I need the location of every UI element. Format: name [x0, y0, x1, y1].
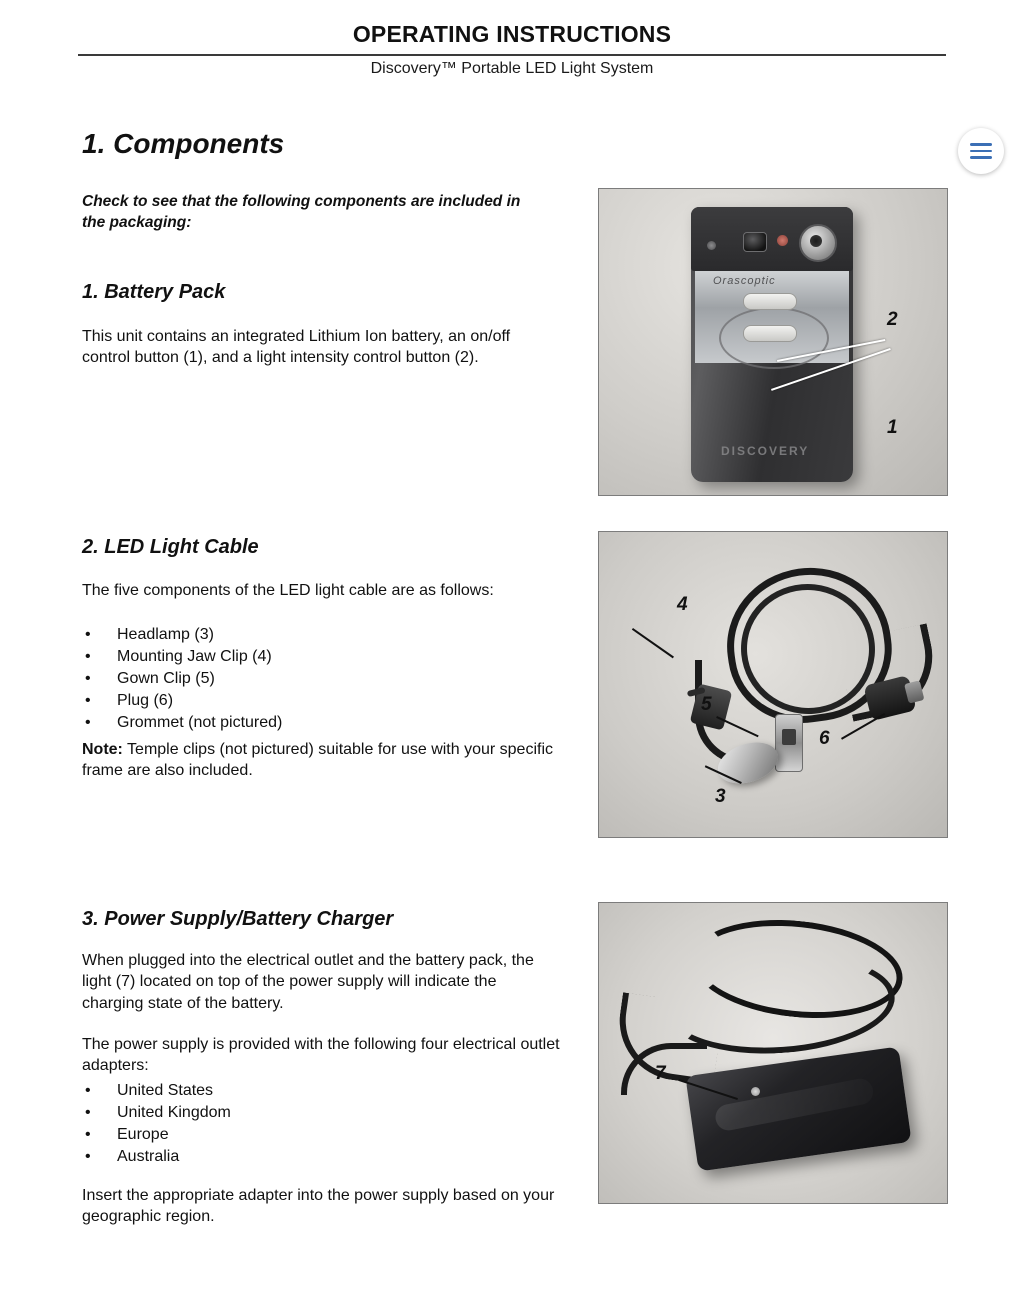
section-heading-components: 1. Components: [82, 128, 285, 159]
document-subtitle: Discovery™ Portable LED Light System: [370, 60, 654, 77]
subsection-heading-battery-pack: 1. Battery Pack: [82, 281, 226, 303]
note-label: Note:: [82, 741, 123, 758]
subsection-heading-led-light-cable: 2. LED Light Cable: [82, 536, 259, 558]
callout-5: 5: [701, 694, 712, 715]
header-divider: [78, 54, 946, 56]
power-supply-photo: [598, 902, 948, 1204]
list-item: • Grommet (not pictured): [85, 713, 283, 731]
callout-3: 3: [715, 786, 726, 807]
adapter-bullet-list: [82, 1080, 552, 1168]
callout-6: 6: [819, 728, 830, 749]
note-text: Temple clips (not pictured) suitable for use with your specific frame are also included.: [82, 741, 554, 780]
battery-pack-device: [691, 207, 853, 482]
cable-jack: [799, 224, 837, 262]
list-item: • Australia: [85, 1147, 180, 1165]
charge-port: [743, 232, 767, 252]
list-item: • Plug (6): [85, 691, 174, 709]
led-cable-note: [82, 739, 560, 782]
charging-indicator-light: [751, 1087, 760, 1096]
callout-4: 4: [677, 594, 688, 615]
document-header: [78, 22, 946, 47]
gown-clip: [775, 714, 803, 772]
power-supply-body-2: The power supply is provided with the following four electrical outlet adapters:: [82, 1036, 560, 1075]
callout-1: 1: [887, 417, 898, 438]
device-brand-footer: DISCOVERY: [721, 444, 810, 458]
page-title: OPERATING INSTRUCTIONS: [352, 21, 672, 47]
power-button: [743, 325, 797, 342]
list-item: • United Kingdom: [85, 1103, 231, 1121]
battery-pack-photo: [598, 188, 948, 496]
led-cable-body: The five components of the LED light cable are as follows:: [82, 582, 494, 599]
battery-pack-body: This unit contains an integrated Lithium Ion battery, an on/off control button (1), and a light intensity control button (2).: [82, 328, 511, 367]
list-item: • Gown Clip (5): [85, 669, 215, 687]
list-item: • Europe: [85, 1125, 169, 1143]
callout-2: 2: [887, 309, 898, 330]
list-item: • Mounting Jaw Clip (4): [85, 647, 272, 665]
device-brand-mark: Orascoptic: [713, 275, 776, 287]
hamburger-bars: [970, 139, 992, 163]
callout-7: 7: [655, 1063, 666, 1084]
components-lead-text: Check to see that the following components are included in the packaging:: [82, 193, 521, 231]
subsection-heading-power-supply: 3. Power Supply/Battery Charger: [82, 908, 394, 930]
led-cable-bullet-list: [82, 624, 552, 734]
hamburger-menu-icon[interactable]: [958, 128, 1004, 174]
list-item: • United States: [85, 1082, 214, 1099]
power-supply-body: When plugged into the electrical outlet and the battery pack, the light (7) located on top of the power supply will indicate the charging state of the battery.: [82, 952, 534, 1012]
status-led: [777, 235, 788, 246]
power-supply-body-3: Insert the appropriate adapter into the power supply based on your geographic region.: [82, 1187, 555, 1226]
intensity-button: [743, 293, 797, 310]
led-light-cable-photo: [598, 531, 948, 838]
list-item: • Headlamp (3): [85, 626, 214, 643]
